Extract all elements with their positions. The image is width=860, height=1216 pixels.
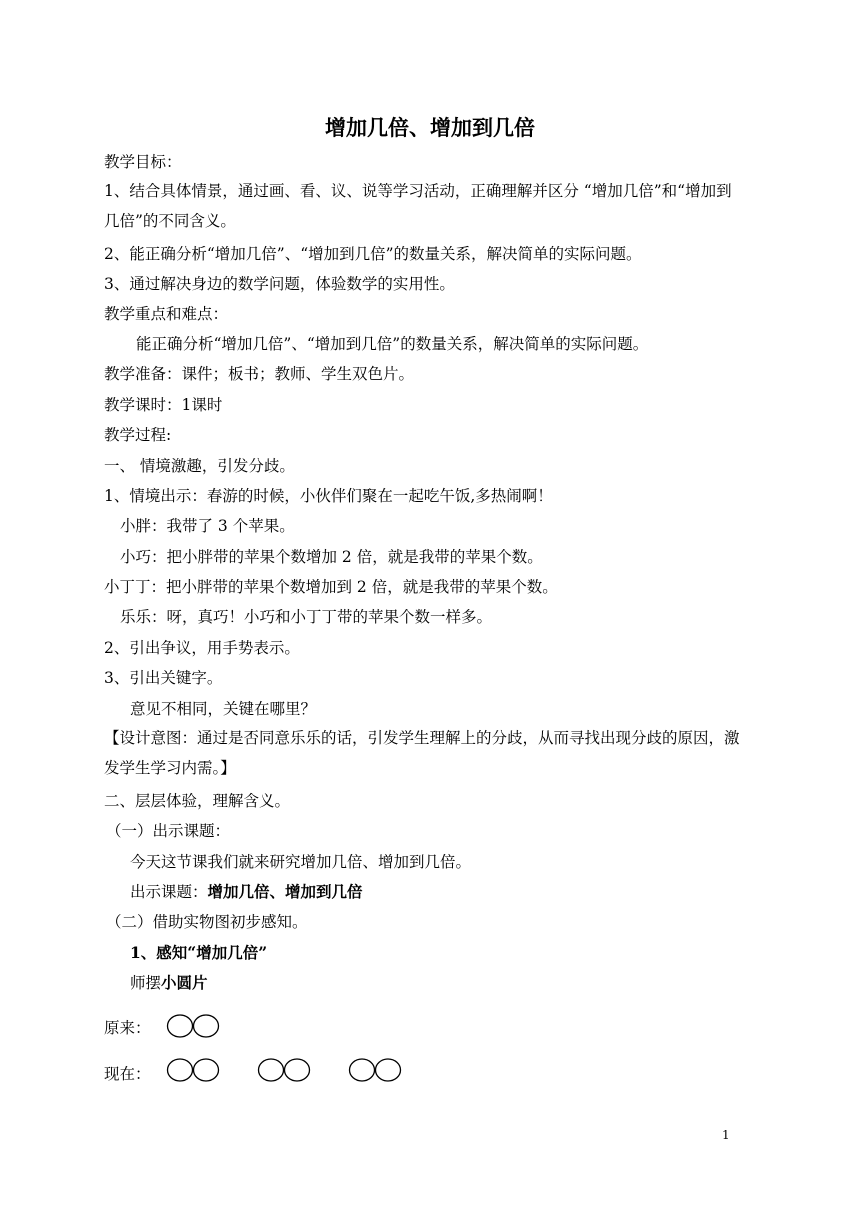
- circle-shape: [285, 1059, 310, 1081]
- key-points-text: 能正确分析“增加几倍”、“增加到几倍”的数量关系，解决简单的实际问题。: [136, 335, 649, 353]
- lesson-hours-text: 教学课时：1课时: [104, 396, 223, 414]
- perceive-heading: 1、感知“增加几倍”: [130, 943, 268, 962]
- circle-shape: [168, 1015, 193, 1037]
- subsection-two-heading: （二）借助实物图初步感知。: [106, 913, 308, 931]
- section-heading-objectives: 教学目标：: [104, 153, 182, 171]
- section-heading-process: 教学过程:: [104, 426, 172, 444]
- now-circle-pair-2: [257, 1057, 313, 1083]
- subsection-one-heading: （一）出示课题：: [106, 822, 231, 840]
- step-2-text: 2、引出争议，用手势表示。: [104, 639, 300, 657]
- original-label: 原来：: [104, 1019, 151, 1037]
- circle-shape: [194, 1015, 219, 1037]
- question-text: 意见不相同，关键在哪里？: [130, 700, 317, 718]
- show-topic-title: 增加几倍、增加到几倍: [207, 882, 363, 901]
- dialogue-xiaodingding: 小丁丁：把小胖带的苹果个数增加到 2 倍，就是我带的苹果个数。: [104, 578, 558, 596]
- objective-2: 2、能正确分析“增加几倍”、“增加到几倍”的数量关系，解决简单的实际问题。: [104, 245, 642, 263]
- document-title: 增加几倍、增加到几倍: [325, 116, 535, 140]
- circle-shape: [259, 1059, 284, 1081]
- now-circle-pair-1: [166, 1057, 222, 1083]
- section-heading-key-points: 教学重点和难点：: [104, 305, 229, 323]
- part-one-heading: 一、 情境激趣，引发分歧。: [104, 457, 295, 475]
- show-topic-label: 出示课题：: [130, 883, 208, 901]
- scenario-text: 1、情境出示：春游的时候，小伙伴们聚在一起吃午饭,多热闹啊！: [104, 487, 553, 505]
- part-two-heading: 二、层层体验，理解含义。: [104, 792, 291, 810]
- objective-1: 1、结合具体情景，通过画、看、议、说等学习活动，正确理解并区分 “增加几倍”和“增加到几倍”的不同含义。: [104, 182, 732, 230]
- teacher-places-label: 师摆: [130, 974, 162, 992]
- teacher-places-line: [130, 973, 208, 993]
- objective-3: 3、通过解决身边的数学问题，体验数学的实用性。: [104, 275, 455, 293]
- circle-shape: [194, 1059, 219, 1081]
- design-intent-text: 【设计意图：通过是否同意乐乐的话，引发学生理解上的分歧，从而寻找出现分歧的原因，激发学生学习内需。】: [104, 729, 740, 777]
- dialogue-xiaoqiao: 小巧：把小胖带的苹果个数增加 2 倍，就是我带的苹果个数。: [120, 548, 543, 566]
- original-circle-pair: [166, 1013, 222, 1039]
- page-number: 1: [722, 1128, 730, 1142]
- circle-shape: [376, 1059, 401, 1081]
- small-disc-label: 小圆片: [161, 973, 208, 992]
- circle-shape: [350, 1059, 375, 1081]
- circle-shape: [168, 1059, 193, 1081]
- now-circle-pair-3: [348, 1057, 404, 1083]
- dialogue-xiaopang: 小胖：我带了 3 个苹果。: [120, 517, 295, 535]
- now-label: 现在：: [104, 1065, 151, 1083]
- dialogue-lele: 乐乐：呀，真巧！小巧和小丁丁带的苹果个数一样多。: [120, 608, 493, 626]
- show-topic-line: [130, 882, 363, 902]
- intro-text: 今天这节课我们就来研究增加几倍、增加到几倍。: [130, 853, 472, 871]
- preparation-text: 教学准备：课件；板书；教师、学生双色片。: [104, 365, 415, 383]
- step-3-text: 3、引出关键字。: [104, 669, 223, 687]
